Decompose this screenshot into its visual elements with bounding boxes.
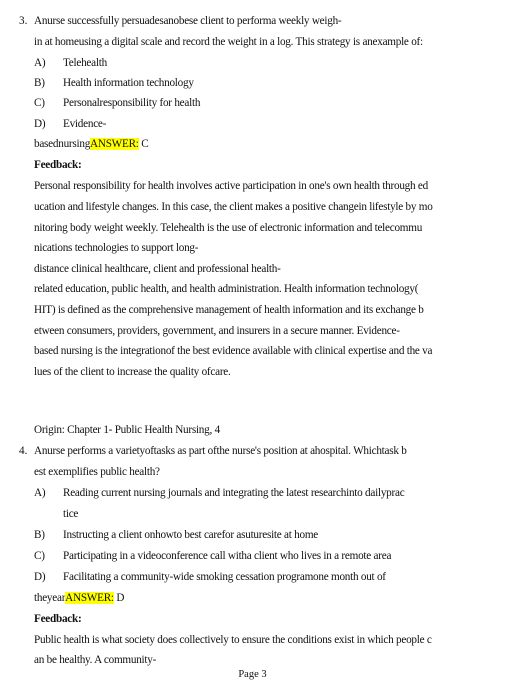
q3-option-b-text: Health information technology — [63, 77, 194, 89]
q4-stem-line-1: Anurse performs a varietyoftasks as part ofthe nurse's position at ahospital. Whichtask b — [34, 445, 407, 457]
q3-option-c-letter: C) — [34, 97, 45, 109]
q3-option-b-letter: B) — [34, 77, 45, 89]
q4-option-b-letter: B) — [34, 529, 45, 541]
q3-feedback-line: nitoring body weight weekly. Telehealth is the use of electronic information and telecommu — [34, 222, 423, 234]
q4-option-d-text: Facilitating a community-wide smoking cessation programone month out of — [63, 571, 386, 583]
q4-answer-prefix: theyear — [34, 592, 66, 604]
q3-feedback-line: etween consumers, providers, government, and insurers in a secure manner. Evidence- — [34, 325, 400, 337]
q4-option-b-text: Instructing a client onhowto best carefor asuturesite at home — [63, 529, 319, 541]
q4-option-d-letter: D) — [34, 571, 46, 583]
q4-answer-line — [34, 591, 124, 605]
q3-answer-line — [34, 137, 148, 151]
q3-stem-line-2: in at homeusing a digital scale and record the weight in a log. This strategy is anexample of: — [34, 36, 423, 48]
q3-feedback-line: ucation and lifestyle changes. In this case, the client makes a positive changein lifestyle by mo — [34, 201, 433, 213]
q4-feedback-line: an be healthy. A community- — [34, 654, 157, 666]
q3-option-d-letter: D) — [34, 118, 46, 130]
q3-feedback-line: nications technologies to support long- — [34, 242, 199, 254]
q4-answer-label: ANSWER: — [65, 592, 114, 604]
q3-number: 3. — [19, 15, 28, 27]
q3-stem-line-1: Anurse successfully persuadesanobese client to performa weekly weigh- — [34, 15, 342, 27]
q4-stem-line-2: est exemplifies public health? — [34, 466, 160, 478]
q3-answer-label: ANSWER: — [90, 138, 139, 150]
q4-number: 4. — [19, 445, 28, 457]
q4-option-a-letter: A) — [34, 487, 46, 499]
q3-feedback-line: HIT) is defined as the comprehensive management of health information and its exchange b — [34, 304, 424, 316]
q3-feedback-label: Feedback: — [34, 159, 82, 171]
q3-feedback-line: based nursing is the integrationof the best evidence available with clinical expertise and the va — [34, 345, 433, 357]
q4-option-c-letter: C) — [34, 550, 45, 562]
q3-origin: Origin: Chapter 1- Public Health Nursing, 4 — [34, 424, 220, 436]
q4-feedback-line: Public health is what society does collectively to ensure the conditions exist in which people c — [34, 634, 432, 646]
q4-answer-value: D — [113, 592, 125, 604]
q3-option-a-letter: A) — [34, 57, 46, 69]
q3-option-a-text: Telehealth — [63, 57, 107, 69]
q3-feedback-line: distance clinical healthcare, client and professional health- — [34, 263, 281, 275]
q3-feedback-line: lues of the client to increase the quality ofcare. — [34, 366, 231, 378]
q4-option-a-text-cont: tice — [63, 508, 79, 520]
q3-feedback-line: Personal responsibility for health involves active participation in one's own health through ed — [34, 180, 428, 192]
q3-option-c-text: Personalresponsibility for health — [63, 97, 201, 109]
q4-feedback-label: Feedback: — [34, 613, 82, 625]
q4-option-c-text: Participating in a videoconference call witha client who lives in a remote area — [63, 550, 392, 562]
q3-option-d-text: Evidence- — [63, 118, 107, 130]
q3-answer-prefix: basednursing — [34, 138, 91, 150]
q4-option-a-text: Reading current nursing journals and integrating the latest researchinto dailyprac — [63, 487, 405, 499]
q3-feedback-line: related education, public health, and health administration. Health information technology( — [34, 283, 419, 295]
q3-answer-value: C — [138, 138, 149, 150]
page-number: Page 3 — [238, 669, 267, 680]
